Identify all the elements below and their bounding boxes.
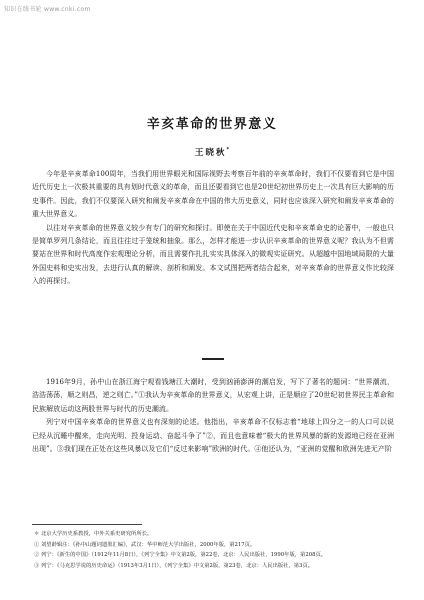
footnote-rule — [32, 524, 142, 525]
footnote-3: ③ 列宁：《马克思学说的历史命运》（1913年3月1日），《列宁全集》中文第2版，第23卷，北京：人民出版社，第3页。 — [34, 562, 314, 569]
footnote-2: ② 列宁：《新生的中国》（1912年11月8日），《列宁全集》中文第2版，第22卷，北京：人民出版社，1990年版，第208页。 — [34, 552, 327, 559]
section-divider — [202, 358, 224, 360]
intro-section — [32, 168, 394, 289]
footnotes — [32, 529, 394, 571]
author-name: 王晓秋 — [194, 148, 227, 158]
footnote-author: ＊ 北京大学历史系教授，中外关系史研究所所长。 — [34, 531, 153, 537]
footnote-1: ① 刘望龄辑注：《孙中山题词遗墨汇编》，武汉：华中师范大学出版社，2000年版，第217页。 — [34, 541, 256, 548]
intro-paragraph-1: 今年是辛亥革命100周年，当我们用世界眼光和国际视野去考察百年前的辛亥革命时，我们不仅要看到它是中国近代历史上一次极其重要的具有划时代意义的革命，而且还要看到它也是20世纪初世界历史上一次具有巨大影响的历史事件。因此，我们不仅要深入研究和阐发辛亥革命在中国的伟大历史意义，同时也应该深入研究和阐发辛亥革命的重大世界意义。 — [32, 170, 394, 219]
author-line — [22, 146, 402, 158]
section-one — [32, 376, 394, 456]
paper-page — [22, 0, 402, 600]
article-title: 辛亥革命的世界意义 — [146, 117, 278, 132]
section-one-paragraph-2: 列宁对中国辛亥革命的世界意义也有深刻的论述。他指出，辛亥革命不仅标志着“地球上四分之一的人口可以说已经从沉睡中醒来，走向光明、投身运动、奋起斗争了”②，而且也意味着“极大的世界风暴的新的发源地已经在亚洲出现”。③我们现在正处在这些风暴以及它们“反过来影响”欧洲的时代。④他还认为，“亚洲的觉醒和欧洲先进无产阶 — [32, 418, 394, 454]
watermark: 知识在线书轮 www.cnki.com — [4, 6, 91, 13]
author-footnote-mark: * — [226, 147, 230, 154]
intro-paragraph-2: 以往对辛亥革命的世界意义较少有专门的研究和探讨。即使在关于中国近代史和辛亥革命史的论著中，一般也只是简单罗列几条结论，而且往往过于笼统和抽象。那么，怎样才能进一步认识辛亥革命的世界意义呢？我认为不但需要站在世界和时代高度作宏观理论分析，而且需要作扎扎实实具体深入的微观实证研究。从超越中国地域局限的大量外国史料和史实出发，去进行认真的解读、剖析和阐发。本文试图把两者结合起来，对辛亥革命的世界意义作比较深入的再探讨。 — [32, 223, 394, 286]
section-one-paragraph-1: 1916年9月，孙中山在浙江海宁观看钱塘江大潮时，受到汹涌澎湃的潮启发，写下了著名的题词：“世界潮流，浩浩荡荡，顺之则昌，逆之则亡。”①我认为辛亥革命的世界意义，从宏观上讲，正是顺应了20世纪初世界民主革命和民族解放运动这两股世界与时代的历史潮流。 — [32, 378, 394, 413]
